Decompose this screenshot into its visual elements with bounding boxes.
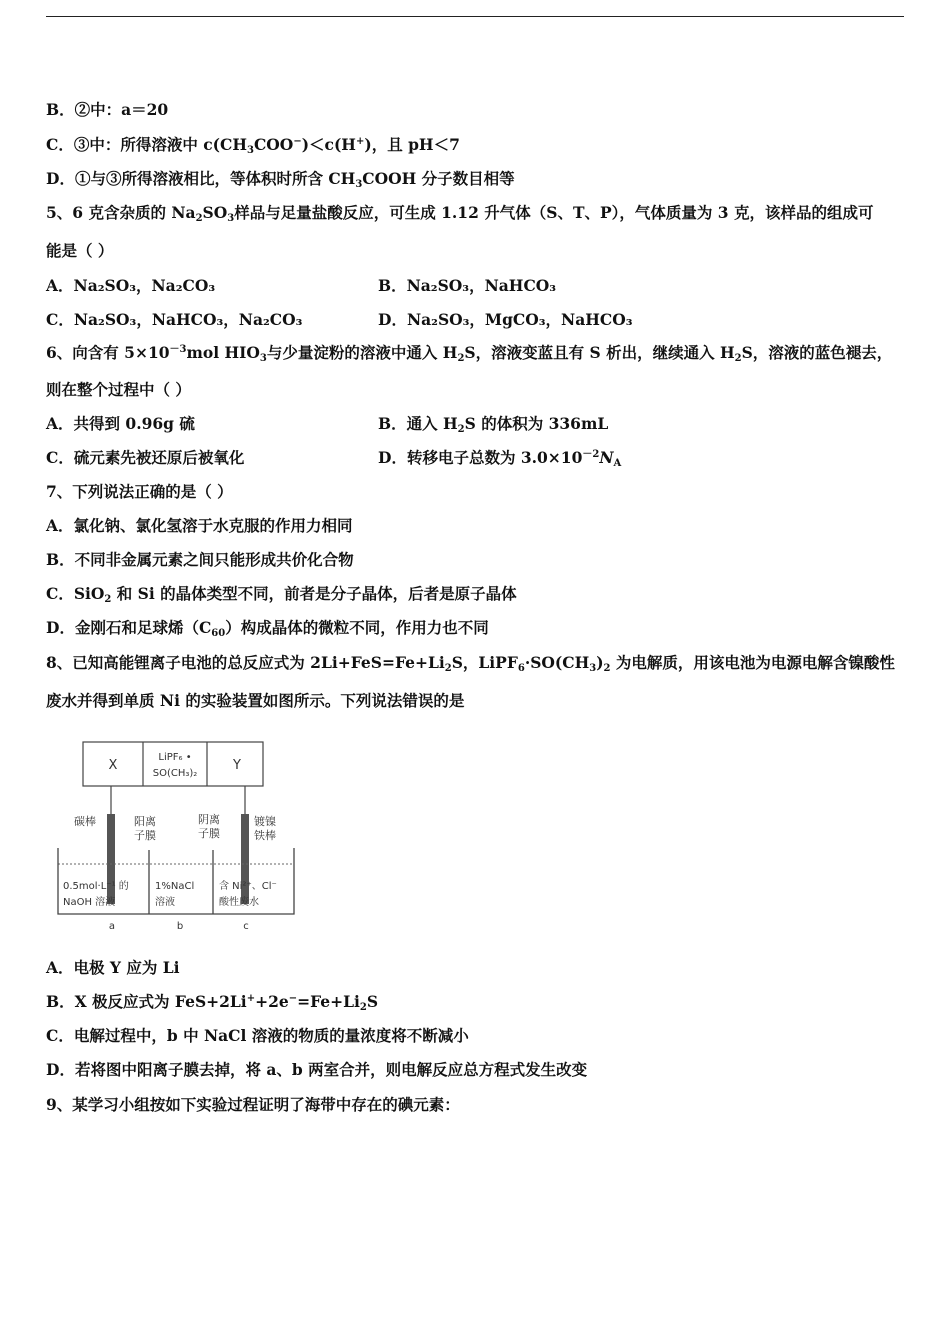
- battery-y-label: Y: [233, 758, 241, 773]
- option-4d: D．①与③所得溶液相比，等体积时所含 $CH_3COOH$ 分子数目相等: [46, 169, 515, 190]
- label-nickel-rod-2: 铁棒: [254, 829, 276, 842]
- option-6d: D．转移电子总数为 $3.0\times 10^{-2}N_A$: [378, 448, 622, 469]
- cell-a-label: a: [108, 921, 116, 932]
- question-5-stem: 5、6 克含杂质的 $Na_2SO_3$样品与足量盐酸反应，可生成 1.12 升气体（S、T、P），气体质量为 3 克，该样品的组成可: [46, 203, 874, 224]
- option-8c: C．电解过程中，b 中 NaCl 溶液的物质的量浓度将不断减小: [46, 1026, 469, 1045]
- question-9-stem: 9、某学习小组按如下实验过程证明了海带中存在的碘元素：: [46, 1095, 460, 1114]
- cell-b-label: b: [176, 921, 184, 932]
- electrolysis-figure: [56, 738, 300, 934]
- question-5-stem-cont: 能是（ ）: [46, 241, 114, 260]
- option-6c: C．硫元素先被还原后被氧化: [46, 448, 245, 467]
- solution-c-line1: 含 Ni²⁺、Cl⁻: [219, 881, 277, 892]
- option-5d: D．Na₂SO₃，MgCO₃，NaHCO₃: [378, 310, 633, 329]
- option-7d: D．金刚石和足球烯$(C_{60})$构成晶体的微粒不同，作用力也不同: [46, 618, 489, 639]
- label-carbon-rod: 碳棒: [74, 815, 96, 828]
- solution-b-line2: 溶液: [155, 897, 175, 908]
- option-8b: B．X 极反应式为 $FeS+2Li^++2e^-=Fe+Li_2S$: [46, 992, 379, 1013]
- question-6-stem: 6、向含有 $5\times 10^{-3}mol$ $HIO_3$与少量淀粉的溶液中通入 $H_2S$，溶液变蓝且有 S 析出，继续通入 $H_2S$，溶液的蓝色褪去，: [46, 343, 893, 364]
- battery-electrolyte-line1: LiPF₆ •: [158, 752, 192, 763]
- battery-electrolyte-line2: SO(CH₃)₂: [152, 768, 198, 779]
- solution-a-line1: 0.5mol·L⁻¹ 的: [63, 881, 129, 892]
- option-5a: A．Na₂SO₃，Na₂CO₃: [46, 276, 216, 295]
- option-8a: A．电极 Y 应为 Li: [46, 958, 180, 977]
- option-7c: C．SiO$_2$ 和 Si 的晶体类型不同，前者是分子晶体，后者是原子晶体: [46, 584, 517, 605]
- option-7a: A．氯化钠、氯化氢溶于水克服的作用力相同: [46, 516, 353, 535]
- electrolysis-diagram: [56, 738, 300, 934]
- question-7-stem: 7、下列说法正确的是（ ）: [46, 482, 233, 501]
- label-nickel-rod-1: 镀镍: [254, 815, 276, 828]
- option-5b: B．Na₂SO₃，NaHCO₃: [378, 276, 557, 295]
- top-rule: [46, 16, 904, 17]
- option-6a: A．共得到 0.96g 硫: [46, 414, 195, 433]
- option-6b: B．通入 $H_2S$ 的体积为 336mL: [378, 414, 609, 435]
- option-7b: B．不同非金属元素之间只能形成共价化合物: [46, 550, 354, 569]
- solution-b-line1: 1%NaCl: [155, 881, 195, 892]
- question-8-stem: 8、已知高能锂离子电池的总反应式为 $2Li+FeS=Fe+Li_2S$，$LiPF_6\cdot SO(CH_3)_2$ 为电解质，用该电池为电源电解含镍酸性: [46, 653, 895, 674]
- label-cation-membrane-1: 阳离: [134, 815, 156, 828]
- option-4b: B．②中：a＝20: [46, 100, 169, 119]
- label-anion-membrane-2: 子膜: [198, 827, 220, 840]
- option-5c: C．Na₂SO₃，NaHCO₃，Na₂CO₃: [46, 310, 303, 329]
- cell-c-label: c: [243, 921, 249, 932]
- solution-c-line2: 酸性废水: [219, 897, 259, 908]
- option-4c: C．③中：所得溶液中 $c(CH_3COO^-)<c(H^+)$，且 pH＜7: [46, 135, 460, 156]
- question-6-stem-cont: 则在整个过程中（ ）: [46, 380, 191, 399]
- option-8d: D．若将图中阳离子膜去掉，将 a、b 两室合并，则电解反应总方程式发生改变: [46, 1060, 588, 1079]
- label-cation-membrane-2: 子膜: [134, 829, 156, 842]
- question-8-stem-cont: 废水并得到单质 Ni 的实验装置如图所示。下列说法错误的是: [46, 691, 465, 710]
- battery-x-label: X: [108, 758, 118, 773]
- solution-a-line2: NaOH 溶液: [63, 897, 116, 908]
- label-anion-membrane-1: 阴离: [198, 813, 220, 826]
